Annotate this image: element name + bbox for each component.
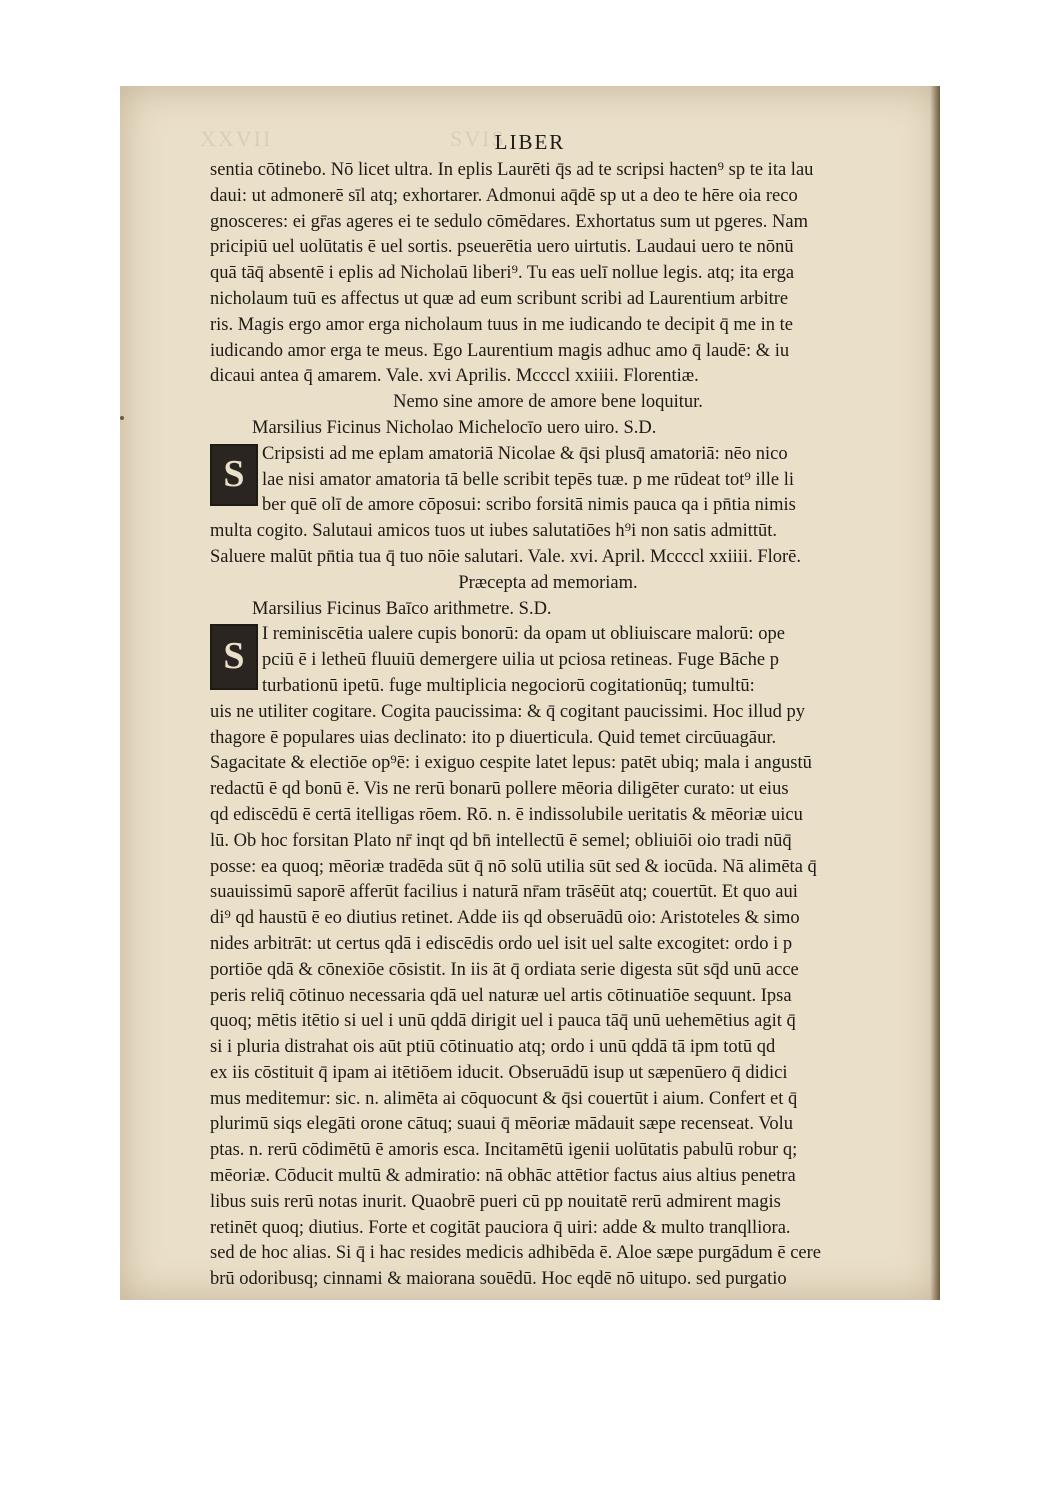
heading-1: Nemo sine amore de amore bene loquitur.	[393, 392, 703, 413]
running-head: LIBER	[494, 130, 566, 154]
text-line: I reminiscētia ualere cupis bonorū: da opam ut obliuiscare malorū: ope	[262, 624, 785, 645]
text-line: ber quē olī de amore cōposui: scribo forsitā nimis pauca qa i pn̄tia nimis	[262, 495, 796, 516]
text-line: Cripsisti ad me eplam amatoriā Nicolae & q̄si plusq̄ amatoriā: nēo nico	[262, 443, 788, 464]
text-line: ptas. n. rerū cōdimētū ē amoris esca. Incitamētū igenii uolūtatis pabulū robur q;	[210, 1140, 798, 1161]
text-line: Saluere malūt pn̄tia tua q̄ tuo nōie salutari. Vale. xvi. April. Mccccl xxiiii. Florē.	[210, 546, 802, 567]
text-line: si i pluria distrahat ois aūt ptiū cōtinuatio atq; ordo i unū qddā tā ipm totū qd	[210, 1037, 776, 1058]
text-line: qd ediscēdū ē certā itelligas rōem. Rō. n. ē indissolubile ueritatis & mēoriæ uicu	[210, 804, 803, 825]
text-line: multa cogito. Salutaui amicos tuos ut iubes salutatiōes h⁹i non satis admittūt.	[210, 521, 778, 542]
text-line: di⁹ qd haustū ē eo diutius retinet. Adde iis qd obseruādū oio: Aristoteles & simo	[210, 908, 800, 929]
text-line: dicaui antea q̄ amarem. Vale. xvi Aprilis. Mccccl xxiiii. Florentiæ.	[210, 366, 699, 387]
text-line: ris. Magis ergo amor erga nicholaum tuus in me iudicando te decipit q̄ me in te	[210, 314, 793, 335]
text-line: portiōe qdā & cōnexiōe cōsistit. In iis āt q̄ ordiata serie digesta sūt sq̄d unū acce	[210, 959, 799, 980]
text-line: plurimū siqs elegāti orone cātuq; suaui q̄ mēoriæ mādauit sæpe recenseat. Volu	[210, 1114, 793, 1135]
text-line: pciū ē i letheū fluuiū demergere uilia ut pciosa retineas. Fuge Bāche p	[262, 650, 779, 671]
text-line: pricipiū uel uolūtatis ē uel sortis. pseuerētia uero uirtutis. Laudaui uero te nōnū	[210, 237, 794, 258]
text-line: quā tāq̄ absentē i eplis ad Nicholaū liberi⁹. Tu eas uelī nollue legis. atq; ita erga	[210, 263, 795, 284]
text-line: nides arbitrāt: ut certus qdā i ediscēdis ordo uel isit uel salte excogitet: ordo i p	[210, 933, 793, 954]
text-line: posse: ea quoq; mēoriæ tradēda sūt q̄ nō solū utilia sūt sed & iocūda. Nā alimēta q̄	[210, 856, 817, 877]
text-line: quoq; mētis itētio si uel i unū qddā dirigit uel i pauca tāq̄ unū uehemētius agit q̄	[210, 1011, 796, 1032]
drop-cap-initial: S	[210, 444, 258, 506]
text-line: lae nisi amator amatoria tā belle scribit tepēs tuæ. p me rūdeat tot⁹ ille li	[262, 469, 794, 490]
text-line: peris reliq̄ cōtinuo necessaria qdā uel naturæ uel artis cōtinuatiōe sequunt. Ipsa	[210, 985, 792, 1006]
text-line: iudicando amor erga te meus. Ego Laurentium magis adhuc amo q̄ laudē: & iu	[210, 340, 790, 361]
text-line: suauissimū saporē afferūt facilius i naturā nr̄am trāsēūt atq; couertūt. Et quo aui	[210, 882, 798, 903]
text-line: sentia cōtinebo. Nō licet ultra. In eplis Laurēti q̄s ad te scripsi hacten⁹ sp te ita lau	[210, 160, 814, 180]
text-line: uis ne utiliter cogitare. Cogita paucissima: & q̄ cogitant paucissimi. Hoc illud py	[210, 701, 805, 722]
text-block	[210, 158, 886, 1293]
show-through-mark: XXVII	[200, 126, 273, 151]
text-line: turbationū ipetū. fuge multiplicia negociorū cogitationūq; tumultū:	[262, 675, 755, 696]
text-line: retinēt quoq; diutius. Forte et cogitāt pauciora q̄ uiri: adde & multo tranqlliora.	[210, 1217, 791, 1238]
text-line: libus suis rerū notas inurit. Quaobrē pueri cū pp nouitatē rerū admirent magis	[210, 1191, 781, 1212]
text-line: thagore ē populares uias declinato: ito p diuerticula. Quid temet circūuagāur.	[210, 727, 777, 748]
text-line: nicholaum tuū es affectus ut quæ ad eum scribunt scribi ad Laurentium arbitre	[210, 288, 789, 309]
salutation-1: Marsilius Ficinus Nicholao Michelocīo uero uiro. S.D.	[252, 417, 657, 438]
text-line: brū odoribusq; cinnami & maiorana souēdū. Hoc eqdē nō uitupo. sed purgatio	[210, 1269, 787, 1290]
show-through-mark: SVIS	[450, 126, 506, 151]
text-line: gnosceres: ei gr̄as ageres ei te sedulo cōmēdares. Exhortatus sum ut pgeres. Nam	[210, 211, 808, 232]
text-line: Sagacitate & electiōe op⁹ē: i exiguo cespite latet lepus: patēt ubiq; mala i angustū	[210, 753, 812, 774]
drop-cap-initial: S	[210, 624, 258, 690]
text-line: mēoriæ. Cōducit multū & admiratio: nā obhāc attētior factus aius altius penetra	[210, 1166, 796, 1187]
paragraph-top	[210, 158, 886, 390]
text-line: redactū ē qd bonū ē. Vis ne rerū bonarū pollere mēoria diligēter curato: ut eius	[210, 779, 789, 800]
text-line: sed de hoc alias. Si q̄ i hac resides medicis adhibēda ē. Aloe sæpe purgādum ē cere	[210, 1243, 821, 1264]
page-speck	[120, 416, 124, 420]
heading-2: Præcepta ad memoriam.	[458, 572, 638, 593]
text-line: ex iis cōstituit q̄ ipam ai itētiōem iducit. Obseruādū isup ut sæpenūero q̄ didici	[210, 1062, 788, 1083]
letter-1	[210, 442, 886, 571]
text-line: daui: ut admonerē sīl atq; exhortarer. Admonui aq̄dē sp ut a deo te hēre oia reco	[210, 185, 798, 206]
text-line: mus meditemur: sic. n. alimēta ai cōquocunt & q̄si couertūt i aium. Confert et q̄	[210, 1088, 798, 1109]
text-line: lū. Ob hoc forsitan Plato nr̄ inqt qd bn̄ intellectū ē semel; obliuiōi oio tradi nūq̄	[210, 830, 792, 851]
letter-2	[210, 622, 886, 1293]
salutation-2: Marsilius Ficinus Baīco arithmetre. S.D.	[252, 598, 552, 619]
scanned-book-page	[120, 86, 940, 1300]
